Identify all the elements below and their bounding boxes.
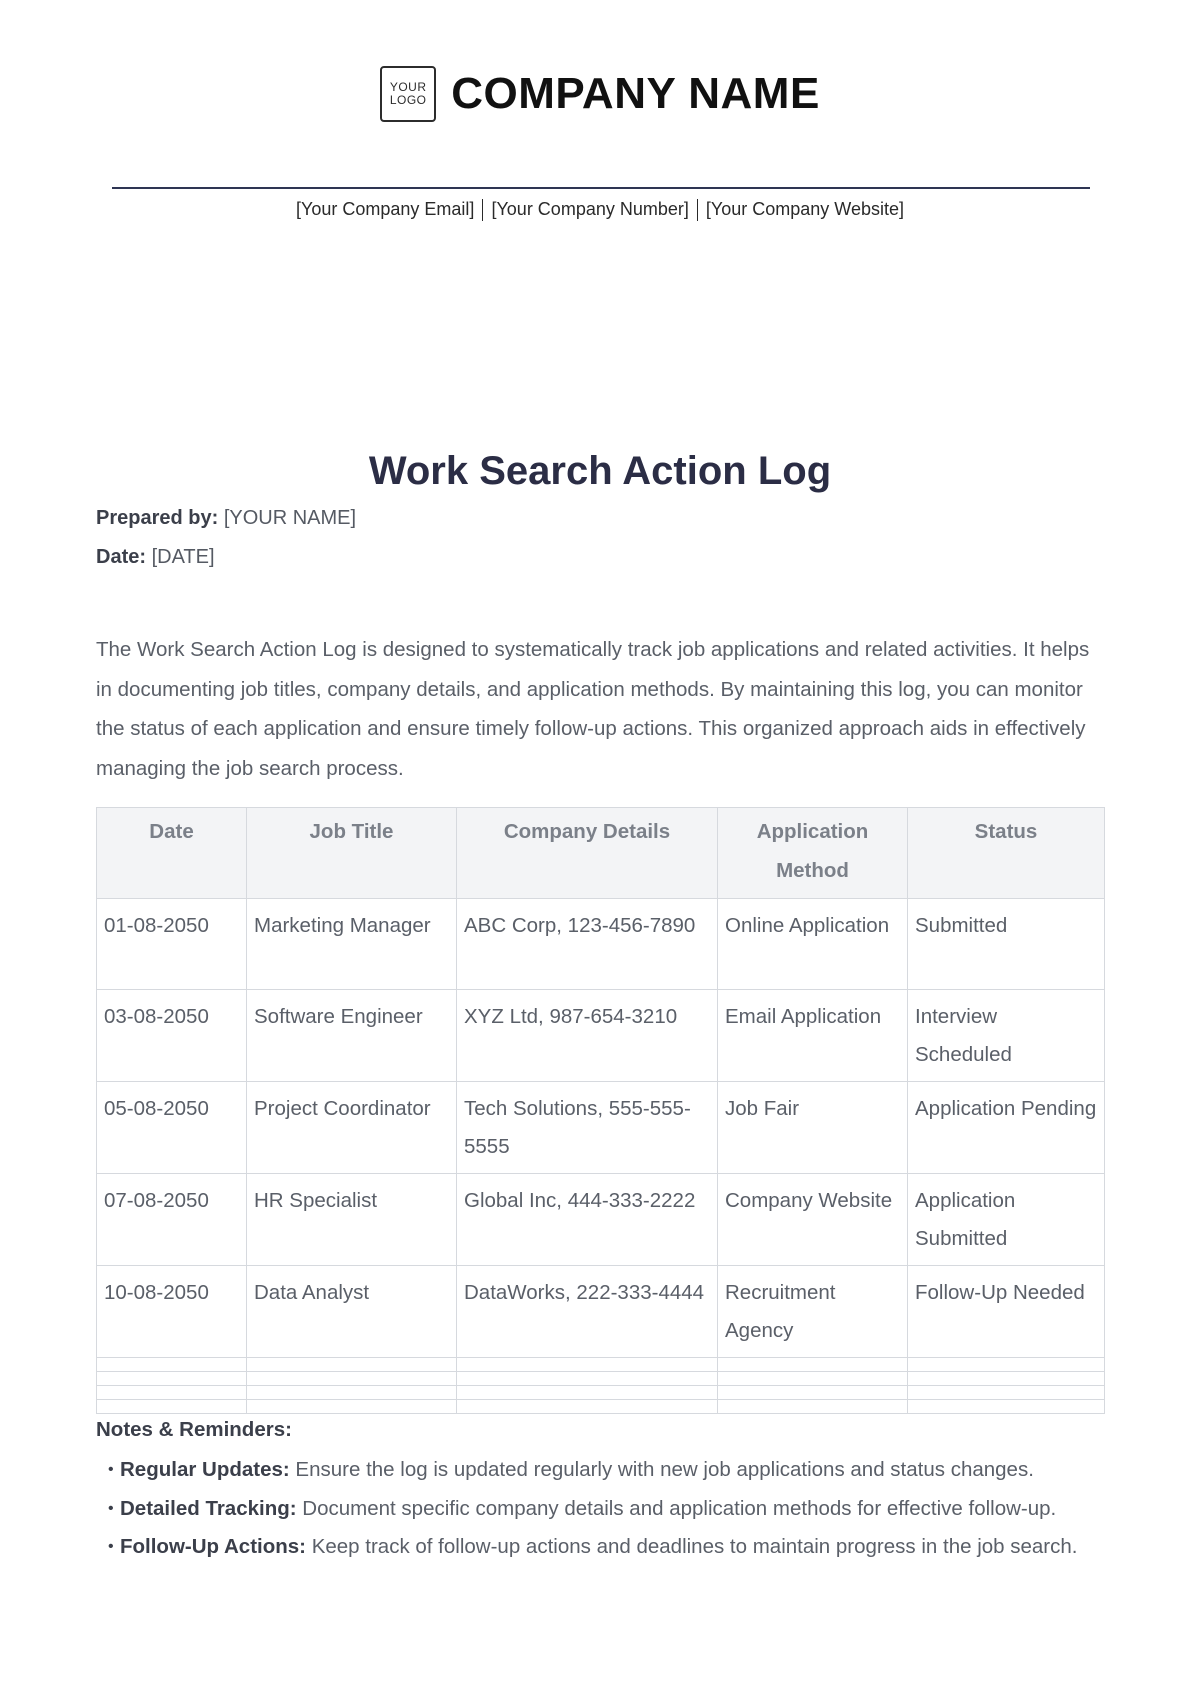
document-date xyxy=(96,546,215,569)
letterhead xyxy=(0,66,1200,122)
empty-cell xyxy=(718,1400,908,1414)
cell-application-method: Online Application xyxy=(718,899,908,990)
cell-date: 03-08-2050 xyxy=(97,990,247,1082)
empty-cell xyxy=(908,1358,1105,1372)
table-row xyxy=(97,899,1105,990)
list-item xyxy=(108,1528,1108,1567)
empty-cell xyxy=(247,1400,457,1414)
cell-application-method: Recruitment Agency xyxy=(718,1266,908,1358)
note-text: Document specific company details and application methods for effective follow-up. xyxy=(296,1496,1057,1520)
cell-status: Interview Scheduled xyxy=(908,990,1105,1082)
table-row xyxy=(97,1266,1105,1358)
table-row xyxy=(97,1082,1105,1174)
logo-text-line1: YOUR xyxy=(389,80,427,94)
list-item xyxy=(108,1490,1108,1529)
empty-cell xyxy=(97,1372,247,1386)
logo-text-line2: LOGO xyxy=(389,93,427,107)
empty-cell xyxy=(718,1386,908,1400)
header-application-method: Application Method xyxy=(718,808,908,899)
empty-cell xyxy=(97,1358,247,1372)
note-text: Keep track of follow-up actions and deadlines to maintain progress in the job search. xyxy=(306,1535,1078,1558)
header-status: Status xyxy=(908,808,1105,899)
cell-application-method: Job Fair xyxy=(718,1082,908,1174)
cell-application-method: Company Website xyxy=(718,1174,908,1266)
empty-table-row xyxy=(97,1386,1105,1400)
cell-date: 07-08-2050 xyxy=(97,1174,247,1266)
cell-company-details: DataWorks, 222-333-4444 xyxy=(457,1266,718,1358)
contact-separator xyxy=(482,199,483,221)
cell-date: 10-08-2050 xyxy=(97,1266,247,1358)
contact-separator xyxy=(697,199,698,221)
contact-email: [Your Company Email] xyxy=(296,199,475,219)
table-row xyxy=(97,1174,1105,1266)
cell-date: 05-08-2050 xyxy=(97,1082,247,1174)
empty-cell xyxy=(247,1358,457,1372)
empty-cell xyxy=(908,1372,1105,1386)
table-row xyxy=(97,990,1105,1082)
empty-cell xyxy=(718,1358,908,1372)
note-label: Detailed Tracking: xyxy=(120,1496,297,1520)
contact-number: [Your Company Number] xyxy=(491,199,689,219)
contact-line xyxy=(0,199,1200,221)
cell-application-method: Email Application xyxy=(718,990,908,1082)
cell-status: Application Submitted xyxy=(908,1174,1105,1266)
empty-table-row xyxy=(97,1358,1105,1372)
note-label: Follow-Up Actions: xyxy=(120,1535,306,1558)
cell-company-details: Tech Solutions, 555-555-5555 xyxy=(457,1082,718,1174)
document-title: Work Search Action Log xyxy=(368,449,832,493)
prepared-by-label: Prepared by: xyxy=(96,507,219,529)
list-item xyxy=(108,1451,1108,1490)
note-text: Ensure the log is updated regularly with new job applications and status changes. xyxy=(289,1458,1034,1481)
intro-paragraph: The Work Search Action Log is designed to systematically track job applications and related activities. It helps in documenting job titles, company details, and application methods. By maintaining this log, you can monitor the status of each application and ensure timely follow-up actions. This organized approach aids in effectively managing the job search process. xyxy=(96,638,1090,780)
empty-cell xyxy=(97,1386,247,1400)
empty-cell xyxy=(247,1386,457,1400)
date-value: [DATE] xyxy=(151,546,215,568)
notes-list xyxy=(108,1451,1108,1567)
empty-cell xyxy=(97,1400,247,1414)
empty-table-row xyxy=(97,1400,1105,1414)
cell-company-details: Global Inc, 444-333-2222 xyxy=(457,1174,718,1266)
cell-status: Follow-Up Needed xyxy=(908,1266,1105,1358)
empty-cell xyxy=(908,1386,1105,1400)
cell-job-title: Data Analyst xyxy=(247,1266,457,1358)
empty-cell xyxy=(718,1372,908,1386)
cell-job-title: Software Engineer xyxy=(247,990,457,1082)
empty-cell xyxy=(457,1372,718,1386)
cell-job-title: Marketing Manager xyxy=(247,899,457,990)
empty-cell xyxy=(247,1372,457,1386)
contact-website: [Your Company Website] xyxy=(705,199,904,219)
empty-cell xyxy=(908,1400,1105,1414)
header-date: Date xyxy=(97,808,247,899)
cell-job-title: HR Specialist xyxy=(247,1174,457,1266)
header-job-title: Job Title xyxy=(247,808,457,899)
header-company-details: Company Details xyxy=(457,808,718,899)
note-label: Regular Updates: xyxy=(120,1458,290,1481)
cell-status: Submitted xyxy=(908,899,1105,990)
notes-heading: Notes & Reminders: xyxy=(96,1418,292,1441)
company-name: COMPANY NAME xyxy=(451,69,820,118)
empty-cell xyxy=(457,1358,718,1372)
cell-job-title: Project Coordinator xyxy=(247,1082,457,1174)
empty-cell xyxy=(457,1400,718,1414)
cell-status: Application Pending xyxy=(908,1082,1105,1174)
company-logo xyxy=(380,66,436,122)
date-label: Date: xyxy=(96,546,147,568)
cell-company-details: XYZ Ltd, 987-654-3210 xyxy=(457,990,718,1082)
empty-cell xyxy=(457,1386,718,1400)
cell-date: 01-08-2050 xyxy=(97,899,247,990)
prepared-by xyxy=(96,507,356,530)
prepared-by-value: [YOUR NAME] xyxy=(223,507,357,529)
cell-company-details: ABC Corp, 123-456-7890 xyxy=(457,899,718,990)
header-divider xyxy=(112,187,1090,189)
table-header-row xyxy=(97,808,1105,899)
action-log-table xyxy=(96,807,1105,1414)
empty-table-row xyxy=(97,1372,1105,1386)
